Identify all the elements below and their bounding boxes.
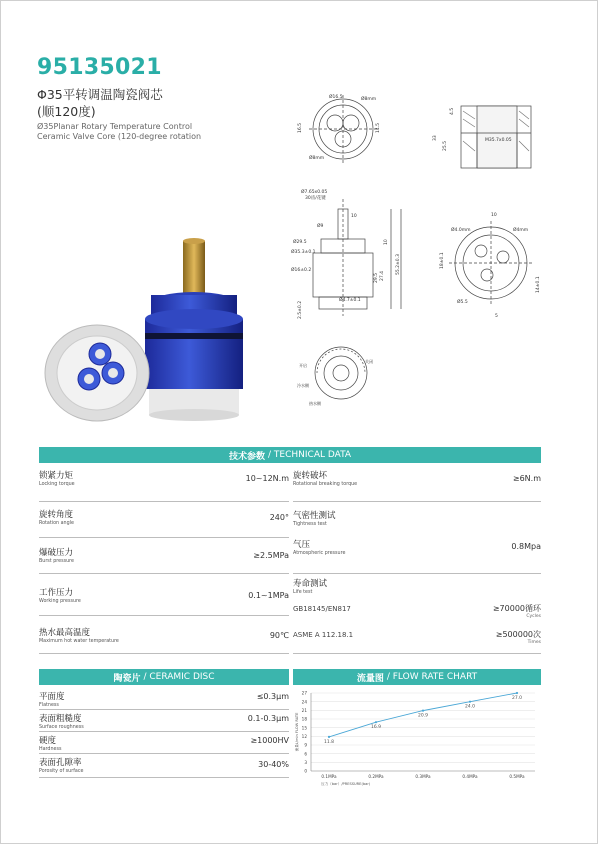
spec-label-cn: 旋转破坏 bbox=[293, 471, 328, 481]
y-tick-label: 3 bbox=[304, 759, 307, 765]
side-view-drawing bbox=[291, 188, 401, 319]
flow-header-en: FLOW RATE CHART bbox=[392, 672, 478, 682]
spec-row-rotational-breaking bbox=[293, 465, 541, 502]
bottom-label-2: Ø4mm bbox=[513, 228, 529, 233]
ceramic-value: ≥1000HV bbox=[250, 736, 289, 745]
data-label: 20.9 bbox=[417, 713, 429, 719]
data-label: 11.8 bbox=[323, 739, 335, 745]
x-tick-label: 0.1MPa bbox=[321, 774, 337, 779]
ceramic-value: ≤0.3μm bbox=[256, 692, 289, 701]
standard-name: ASME A 112.18.1 bbox=[293, 631, 354, 639]
spec-row-max-hot-water-temp bbox=[39, 615, 289, 654]
small-label-2: 关闭 bbox=[365, 359, 373, 364]
top-label-1: Ø16.5 bbox=[329, 95, 343, 100]
spec-value: 10~12N.m bbox=[245, 474, 289, 483]
title-cn-line1: Φ35平转调温陶瓷阀芯 bbox=[37, 87, 163, 102]
section-label-1: 4.5 bbox=[450, 107, 455, 115]
spec-value: ≥2.5MPa bbox=[253, 551, 289, 560]
data-label: 16.9 bbox=[370, 725, 382, 731]
standard-value: ≥500000次 bbox=[495, 630, 541, 639]
side-label-7: Ø16±0.2 bbox=[291, 268, 312, 273]
ceramic-label-en: Hardness bbox=[39, 747, 62, 752]
model-number: 95135021 bbox=[37, 55, 162, 80]
flow-rate-chart bbox=[293, 687, 543, 793]
flow-point bbox=[516, 692, 518, 694]
data-label: 24.0 bbox=[464, 704, 476, 710]
top-label-2: Ø8mm bbox=[361, 97, 377, 102]
title-en-line1: Ø35Planar Rotary Temperature Control bbox=[37, 122, 193, 131]
spec-row-asme bbox=[293, 625, 541, 654]
title-en-line2: Ceramic Valve Core (120-degree rotation bbox=[37, 132, 202, 141]
spec-row-gb18145 bbox=[293, 601, 541, 623]
y-tick-label: 18 bbox=[301, 716, 307, 722]
side-label-8: 10 bbox=[384, 239, 389, 245]
technical-header-cn: 技术参数 bbox=[228, 451, 265, 462]
spec-label-cn: 寿命测试 bbox=[293, 579, 328, 589]
spec-row-tightness bbox=[293, 509, 541, 535]
y-tick-label: 24 bbox=[301, 699, 307, 705]
bottom-label-7: 5 bbox=[495, 314, 498, 319]
spec-label-cn: 锁紧力矩 bbox=[39, 471, 74, 481]
standard-value: ≥70000循环 bbox=[492, 604, 541, 613]
side-label-10: 55.2±0.3 bbox=[396, 254, 401, 275]
side-label-2: 30齿/花键 bbox=[305, 196, 326, 201]
rotation-view-drawing bbox=[297, 347, 373, 406]
x-tick-label: 0.2MPa bbox=[368, 774, 384, 779]
side-label-1: Ø7.65x0.05 bbox=[301, 190, 328, 195]
technical-drawings bbox=[291, 91, 551, 421]
y-tick-label: 12 bbox=[301, 733, 307, 739]
title-cn-line2: (顺120度) bbox=[37, 104, 96, 119]
ceramic-header-cn: 陶瓷片 bbox=[113, 673, 141, 684]
ceramic-label-cn: 平面度 bbox=[39, 692, 65, 702]
spec-label-en: Working pressure bbox=[39, 599, 81, 604]
spec-label-cn: 爆破压力 bbox=[39, 548, 74, 558]
spec-value: 90℃ bbox=[269, 631, 289, 640]
spec-value: 0.1~1MPa bbox=[248, 591, 289, 600]
ceramic-label-cn: 表面粗糙度 bbox=[39, 714, 82, 724]
side-label-4: 10 bbox=[351, 214, 357, 219]
small-label-3: 冷水侧 bbox=[297, 383, 309, 388]
spec-label-en: Tightness test bbox=[293, 522, 327, 527]
technical-data-header: 技术参数 / TECHNICAL DATA bbox=[39, 447, 541, 463]
spec-label-cn: 工作压力 bbox=[39, 588, 74, 598]
technical-header-en: TECHNICAL DATA bbox=[273, 450, 352, 460]
spec-row-atmospheric-pressure bbox=[293, 535, 541, 574]
spec-value: 0.8Mpa bbox=[511, 542, 541, 551]
y-tick-label: 21 bbox=[301, 707, 307, 713]
ceramic-disc-header: 陶瓷片 / CERAMIC DISC bbox=[39, 669, 289, 685]
small-label-4: 热水侧 bbox=[309, 401, 321, 406]
ceramic-header-en: CERAMIC DISC bbox=[149, 672, 215, 682]
bottom-label-5: Ø5.5 bbox=[457, 300, 468, 305]
side-label-13: 2.5±0.2 bbox=[298, 300, 303, 319]
ceramic-value: 0.1-0.3μm bbox=[247, 714, 289, 723]
spec-row-working-pressure bbox=[39, 573, 289, 616]
spec-label-en: Maximum hot water temperature bbox=[39, 639, 119, 644]
ceramic-label-cn: 硬度 bbox=[39, 736, 57, 746]
flow-point bbox=[328, 736, 330, 738]
y-axis-label: 流量L/min FLOW RATE bbox=[295, 712, 299, 752]
standard-unit: Times bbox=[527, 640, 541, 645]
spec-label-en: Rotation angle bbox=[39, 521, 74, 526]
y-tick-label: 6 bbox=[304, 751, 307, 757]
spec-row-life-test bbox=[293, 577, 541, 597]
spec-label-cn: 气压 bbox=[293, 540, 311, 550]
spec-value: ≥6N.m bbox=[512, 474, 541, 483]
spec-label-en: Rotational breaking torque bbox=[293, 482, 358, 487]
top-label-4: 14.5 bbox=[376, 122, 381, 133]
y-tick-label: 27 bbox=[301, 690, 307, 696]
side-label-5: Ø29.5 bbox=[293, 240, 307, 245]
flow-point bbox=[422, 710, 424, 712]
side-label-11: 29.5 bbox=[374, 272, 379, 283]
flow-header-cn: 流量图 bbox=[356, 673, 384, 684]
ceramic-label-en: Surface roughness bbox=[39, 725, 84, 730]
bottom-label-6: 10 bbox=[491, 213, 497, 218]
ceramic-label-cn: 表面孔隙率 bbox=[39, 758, 82, 768]
bottom-label-1: Ø4.0mm bbox=[451, 228, 471, 233]
standard-unit: Cycles bbox=[526, 614, 541, 619]
x-tick-label: 0.4MPa bbox=[462, 774, 478, 779]
product-photo bbox=[37, 233, 262, 423]
brass-stem bbox=[183, 241, 205, 297]
ceramic-row-roughness bbox=[39, 709, 289, 732]
spec-row-locking-torque bbox=[39, 465, 289, 502]
data-label: 27.0 bbox=[511, 696, 523, 701]
top-label-5: Ø8mm bbox=[309, 156, 325, 161]
ceramic-row-porosity bbox=[39, 753, 289, 778]
spec-value: 240° bbox=[269, 513, 289, 522]
section-label-2: 33 bbox=[433, 135, 438, 141]
small-label-1: 开启 bbox=[299, 363, 307, 368]
spec-label-en: Life test bbox=[293, 590, 313, 595]
section-view-drawing bbox=[432, 106, 531, 168]
spec-row-rotation-angle bbox=[39, 501, 289, 538]
ceramic-label-en: Porosity of surface bbox=[39, 769, 84, 774]
side-label-3: Ø9 bbox=[317, 224, 324, 229]
blue-valve-body bbox=[145, 319, 243, 389]
spec-label-cn: 旋转角度 bbox=[39, 510, 74, 520]
x-tick-label: 0.3MPa bbox=[415, 774, 431, 779]
side-label-6: Ø35.3±0.1 bbox=[291, 250, 316, 255]
bottom-label-3: 18±0.1 bbox=[440, 252, 445, 269]
top-view-drawing bbox=[297, 93, 381, 163]
spec-label-en: Burst pressure bbox=[39, 559, 74, 564]
flow-point bbox=[469, 701, 471, 703]
side-label-12: Ø4.7±0.1 bbox=[339, 298, 361, 303]
flow-chart-header: 流量图 / FLOW RATE CHART bbox=[293, 669, 541, 685]
section-label-3: 25.5 bbox=[443, 140, 448, 151]
ceramic-row-hardness bbox=[39, 731, 289, 754]
spec-row-burst-pressure bbox=[39, 537, 289, 574]
bottom-view-drawing bbox=[439, 212, 541, 319]
y-tick-label: 0 bbox=[304, 768, 307, 774]
flow-point bbox=[375, 721, 377, 723]
x-tick-label: 0.5MPa bbox=[509, 774, 525, 779]
ceramic-label-en: Flatness bbox=[39, 703, 59, 708]
standard-name: GB18145/EN817 bbox=[293, 605, 351, 613]
ceramic-row-flatness bbox=[39, 687, 289, 710]
section-label-4: M35.7x0.05 bbox=[485, 138, 512, 143]
spec-label-cn: 气密性测试 bbox=[293, 511, 336, 521]
spec-label-en: Locking torque bbox=[39, 482, 75, 487]
ceramic-value: 30-40% bbox=[258, 760, 289, 769]
y-tick-label: 9 bbox=[304, 742, 307, 748]
top-label-3: 16.5 bbox=[298, 122, 303, 133]
x-axis-label: 压力（bar）/PRESSURE(bar) bbox=[321, 782, 371, 786]
y-tick-label: 15 bbox=[301, 725, 307, 731]
side-label-9: 27.4 bbox=[380, 270, 385, 281]
spec-label-cn: 热水最高温度 bbox=[39, 628, 91, 638]
bottom-label-4: 14±0.1 bbox=[536, 276, 541, 293]
spec-label-en: Atmospheric pressure bbox=[293, 551, 346, 556]
